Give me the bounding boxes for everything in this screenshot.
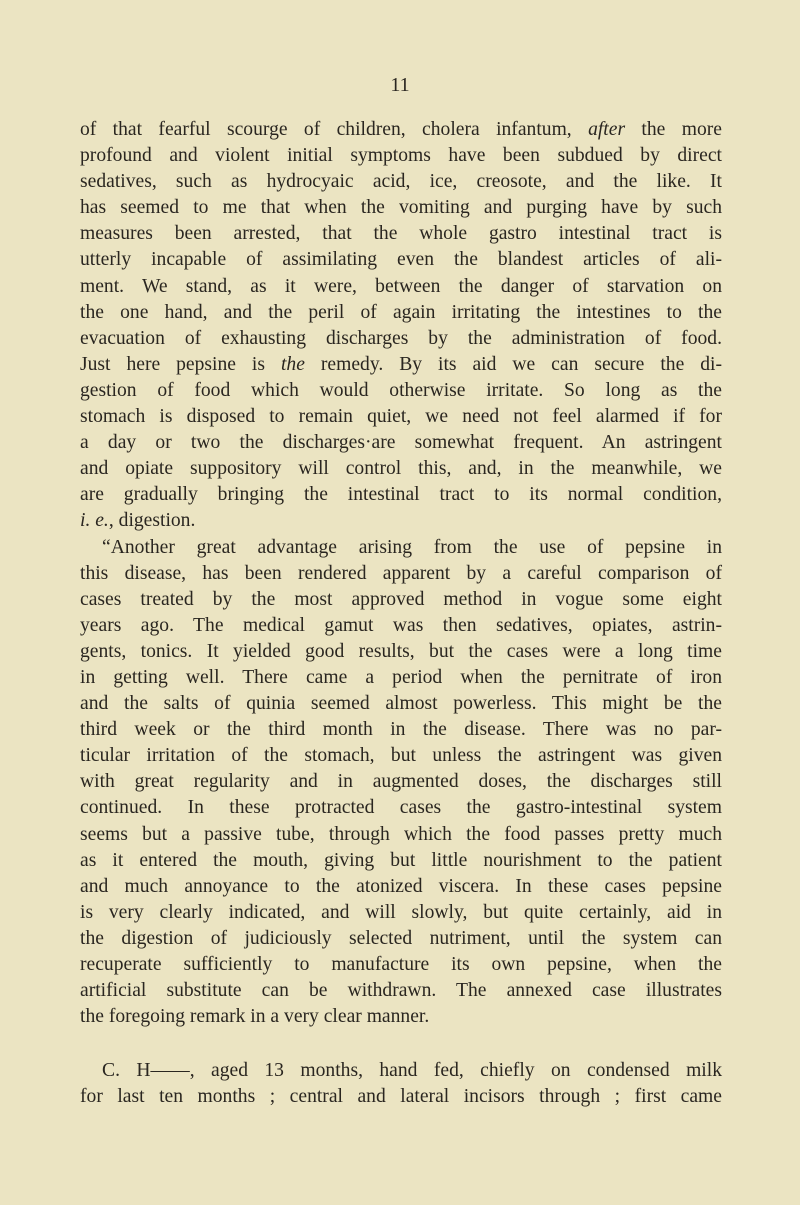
text-line: stomach is disposed to remain quiet, we need not feel alarmed if for (80, 406, 722, 428)
text-line: the one hand, and the peril of again irritating the intestines to the (80, 301, 722, 323)
page-number: 11 (390, 74, 410, 96)
text-line: and much annoyance to the atonized viscera. In these cases pepsine (80, 875, 722, 897)
text-line: a day or two the discharges·are somewhat frequent. An astringent (80, 432, 722, 454)
text-line: measures been arrested, that the whole gastro intestinal tract is (80, 223, 722, 245)
text-line: utterly incapable of assimilating even the blandest articles of ali- (80, 249, 722, 271)
italic-word: after (588, 119, 626, 140)
text-line: gents, tonics. It yielded good results, but the cases were a long time (80, 640, 722, 662)
text-line: evacuation of exhausting discharges by the administration of food. (80, 327, 722, 349)
text-line: ment. We stand, as it were, between the danger of starvation on (80, 275, 722, 297)
text-line: ticular irritation of the stomach, but unless the astringent was given (80, 745, 722, 767)
paragraph-gap (80, 1030, 722, 1058)
page-body (80, 117, 722, 1110)
text-line: continued. In these protracted cases the gastro-intestinal system (80, 797, 722, 819)
paragraph (80, 1058, 722, 1110)
text-line: are gradually bringing the intestinal tract to its normal condition, (80, 484, 722, 506)
italic-word: the (265, 353, 321, 375)
text-line: in getting well. There came a period when the pernitrate of iron (80, 666, 722, 688)
text-line: profound and violent initial symptoms have been subdued by direct (80, 145, 722, 167)
text-line: sedatives, such as hydrocyaic acid, ice, creosote, and the like. It (80, 171, 722, 193)
text-line: and the salts of quinia seemed almost powerless. This might be the (80, 693, 722, 715)
text-line: for last ten months ; central and lateral incisors through ; first came (80, 1086, 722, 1108)
text-line: third week or the third month in the disease. There was no par- (80, 719, 722, 741)
text-line: C. H——, aged 13 months, hand fed, chiefly on condensed milk (102, 1060, 722, 1082)
text-line: Just here pepsine is the remedy. By its aid we can secure the di- (80, 353, 722, 375)
text-line: is very clearly indicated, and will slowly, but quite certainly, aid in (80, 901, 722, 923)
text-line: this disease, has been rendered apparent by a careful comparison of (80, 562, 722, 584)
text-line: seems but a passive tube, through which the food passes pretty much (80, 823, 722, 845)
text-line: and opiate suppository will control this, and, in the meanwhile, we (80, 458, 722, 480)
text-line: artificial substitute can be withdrawn. The annexed case illustrates (80, 980, 722, 1002)
text-line: recuperate sufficiently to manufacture its own pepsine, when the (80, 954, 722, 975)
text-line: gestion of food which would otherwise irritate. So long as the (80, 379, 722, 401)
text-line: i. e., digestion. (80, 510, 196, 532)
text-line: the foregoing remark in a very clear manner. (80, 1006, 430, 1028)
text-line: has seemed to me that when the vomiting and purging have by such (80, 197, 722, 219)
text-line: as it entered the mouth, giving but little nourishment to the patient (80, 849, 722, 871)
text-line: “Another great advantage arising from the use of pepsine in (102, 536, 722, 558)
text-line: cases treated by the most approved method in vogue some eight (80, 588, 722, 610)
text-line: the digestion of judiciously selected nutriment, until the system can (80, 927, 722, 949)
text-line: of that fearful scourge of children, cholera infantum, after the more (80, 119, 722, 140)
paragraph (80, 117, 722, 535)
italic-word: i. e. (80, 510, 109, 532)
text-line: with great regularity and in augmented doses, the discharges still (80, 771, 722, 793)
paragraph (80, 535, 722, 1031)
text-line: years ago. The medical gamut was then sedatives, opiates, astrin- (80, 614, 722, 636)
